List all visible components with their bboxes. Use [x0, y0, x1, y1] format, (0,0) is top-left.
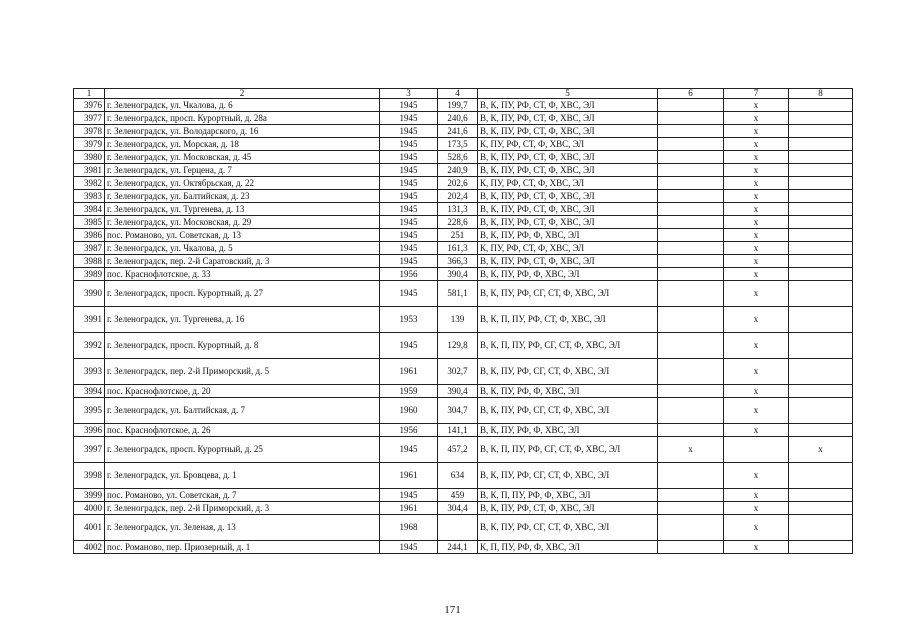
table-row	[74, 359, 853, 385]
table-row	[74, 463, 853, 489]
table-row	[74, 424, 853, 437]
cell-area: 251	[438, 229, 478, 242]
cell-mark-col-6	[658, 203, 724, 216]
cell-mark-col-8	[789, 268, 853, 281]
table-row	[74, 112, 853, 125]
cell-mark-col-7: х	[724, 333, 789, 359]
cell-elements: В, К, ПУ, РФ, СТ, Ф, ХВС, ЭЛ	[478, 203, 658, 216]
cell-year-built: 1945	[380, 255, 438, 268]
cell-mark-col-8	[789, 138, 853, 151]
cell-mark-col-6	[658, 255, 724, 268]
cell-address: г. Зеленоградск, ул. Морская, д. 18	[105, 138, 380, 151]
cell-mark-col-8	[789, 281, 853, 307]
cell-year-built: 1945	[380, 541, 438, 554]
cell-address: г. Зеленоградск, ул. Чкалова, д. 5	[105, 242, 380, 255]
cell-mark-col-7: х	[724, 255, 789, 268]
cell-mark-col-7: х	[724, 489, 789, 502]
cell-row-number: 3986	[74, 229, 105, 242]
cell-mark-col-8	[789, 203, 853, 216]
table-row	[74, 125, 853, 138]
cell-row-number: 3998	[74, 463, 105, 489]
cell-year-built: 1945	[380, 138, 438, 151]
cell-mark-col-8	[789, 463, 853, 489]
cell-area: 366,3	[438, 255, 478, 268]
cell-area: 139	[438, 307, 478, 333]
cell-mark-col-8	[789, 125, 853, 138]
table-row	[74, 541, 853, 554]
cell-address: г. Зеленоградск, ул. Герцена, д. 7	[105, 164, 380, 177]
table-row	[74, 281, 853, 307]
cell-row-number: 3995	[74, 398, 105, 424]
cell-year-built: 1945	[380, 203, 438, 216]
cell-elements: В, К, ПУ, РФ, СТ, Ф, ХВС, ЭЛ	[478, 164, 658, 177]
cell-mark-col-6	[658, 515, 724, 541]
cell-mark-col-8	[789, 398, 853, 424]
cell-area: 131,3	[438, 203, 478, 216]
cell-area: 129,8	[438, 333, 478, 359]
cell-elements: В, К, ПУ, РФ, СТ, Ф, ХВС, ЭЛ	[478, 151, 658, 164]
header-cell-6: 6	[658, 89, 724, 99]
cell-elements: В, К, ПУ, РФ, СТ, Ф, ХВС, ЭЛ	[478, 502, 658, 515]
table-row	[74, 437, 853, 463]
cell-address: г. Зеленоградск, пер. 2-й Саратовский, д. 3	[105, 255, 380, 268]
cell-year-built: 1945	[380, 177, 438, 190]
cell-mark-col-8: х	[789, 437, 853, 463]
cell-address: г. Зеленоградск, ул. Бровцева, д. 1	[105, 463, 380, 489]
cell-mark-col-6	[658, 489, 724, 502]
cell-elements: В, К, П, ПУ, РФ, Ф, ХВС, ЭЛ	[478, 489, 658, 502]
cell-mark-col-6	[658, 190, 724, 203]
cell-area: 459	[438, 489, 478, 502]
header-cell-7: 7	[724, 89, 789, 99]
cell-mark-col-7: х	[724, 138, 789, 151]
cell-address: пос. Краснофлотское, д. 33	[105, 268, 380, 281]
cell-mark-col-8	[789, 229, 853, 242]
cell-mark-col-6	[658, 463, 724, 489]
cell-area: 240,9	[438, 164, 478, 177]
cell-mark-col-8	[789, 515, 853, 541]
cell-mark-col-7: х	[724, 359, 789, 385]
cell-mark-col-6	[658, 138, 724, 151]
cell-elements: В, К, ПУ, РФ, Ф, ХВС, ЭЛ	[478, 424, 658, 437]
cell-mark-col-6	[658, 424, 724, 437]
cell-year-built: 1945	[380, 333, 438, 359]
cell-year-built: 1961	[380, 502, 438, 515]
cell-mark-col-7: х	[724, 99, 789, 112]
header-cell-5: 5	[478, 89, 658, 99]
cell-mark-col-6	[658, 541, 724, 554]
cell-address: г. Зеленоградск, ул. Тургенева, д. 16	[105, 307, 380, 333]
cell-mark-col-8	[789, 307, 853, 333]
cell-mark-col-8	[789, 164, 853, 177]
cell-mark-col-7: х	[724, 151, 789, 164]
cell-mark-col-6	[658, 281, 724, 307]
cell-mark-col-6	[658, 229, 724, 242]
cell-mark-col-6	[658, 268, 724, 281]
cell-address: г. Зеленоградск, просп. Курортный, д. 28а	[105, 112, 380, 125]
cell-address: г. Зеленоградск, ул. Балтийская, д. 23	[105, 190, 380, 203]
cell-row-number: 4002	[74, 541, 105, 554]
cell-elements: К, ПУ, РФ, СТ, Ф, ХВС, ЭЛ	[478, 177, 658, 190]
cell-address: пос. Краснофлотское, д. 26	[105, 424, 380, 437]
cell-year-built: 1961	[380, 359, 438, 385]
cell-elements: В, К, ПУ, РФ, СТ, Ф, ХВС, ЭЛ	[478, 112, 658, 125]
cell-elements: К, ПУ, РФ, СТ, Ф, ХВС, ЭЛ	[478, 242, 658, 255]
cell-mark-col-7: х	[724, 229, 789, 242]
table-row	[74, 307, 853, 333]
cell-mark-col-6	[658, 502, 724, 515]
cell-area: 302,7	[438, 359, 478, 385]
table-row	[74, 229, 853, 242]
cell-mark-col-8	[789, 489, 853, 502]
cell-row-number: 3993	[74, 359, 105, 385]
cell-area: 141,1	[438, 424, 478, 437]
cell-area: 173,5	[438, 138, 478, 151]
header-cell-8: 8	[789, 89, 853, 99]
cell-mark-col-7: х	[724, 164, 789, 177]
cell-area: 202,4	[438, 190, 478, 203]
cell-year-built: 1945	[380, 242, 438, 255]
cell-mark-col-6	[658, 112, 724, 125]
cell-address: г. Зеленоградск, просп. Курортный, д. 8	[105, 333, 380, 359]
cell-elements: В, К, ПУ, РФ, СТ, Ф, ХВС, ЭЛ	[478, 216, 658, 229]
cell-mark-col-7: х	[724, 502, 789, 515]
cell-row-number: 3976	[74, 99, 105, 112]
cell-row-number: 3980	[74, 151, 105, 164]
cell-address: г. Зеленоградск, просп. Курортный, д. 25	[105, 437, 380, 463]
cell-year-built: 1960	[380, 398, 438, 424]
cell-area: 634	[438, 463, 478, 489]
cell-area: 241,6	[438, 125, 478, 138]
cell-mark-col-7: х	[724, 112, 789, 125]
cell-mark-col-6	[658, 333, 724, 359]
cell-row-number: 3985	[74, 216, 105, 229]
cell-row-number: 3978	[74, 125, 105, 138]
cell-mark-col-7: х	[724, 203, 789, 216]
cell-year-built: 1968	[380, 515, 438, 541]
cell-mark-col-7: х	[724, 281, 789, 307]
cell-mark-col-7: х	[724, 385, 789, 398]
table-row	[74, 151, 853, 164]
cell-year-built: 1959	[380, 385, 438, 398]
cell-mark-col-6	[658, 359, 724, 385]
cell-elements: В, К, ПУ, РФ, СТ, Ф, ХВС, ЭЛ	[478, 255, 658, 268]
cell-address: г. Зеленоградск, ул. Володарского, д. 16	[105, 125, 380, 138]
cell-row-number: 3992	[74, 333, 105, 359]
cell-elements: В, К, П, ПУ, РФ, СГ, СТ, Ф, ХВС, ЭЛ	[478, 333, 658, 359]
cell-mark-col-7: х	[724, 307, 789, 333]
table-row	[74, 99, 853, 112]
cell-elements: В, К, ПУ, РФ, СГ, СТ, Ф, ХВС, ЭЛ	[478, 281, 658, 307]
table-row	[74, 398, 853, 424]
cell-area: 199,7	[438, 99, 478, 112]
cell-area: 161,3	[438, 242, 478, 255]
table-row	[74, 515, 853, 541]
cell-address: пос. Романово, ул. Советская, д. 7	[105, 489, 380, 502]
cell-mark-col-6	[658, 242, 724, 255]
table-row	[74, 177, 853, 190]
cell-row-number: 3981	[74, 164, 105, 177]
cell-mark-col-6	[658, 177, 724, 190]
cell-elements: В, К, ПУ, РФ, Ф, ХВС, ЭЛ	[478, 229, 658, 242]
cell-row-number: 4000	[74, 502, 105, 515]
cell-mark-col-7: х	[724, 268, 789, 281]
cell-row-number: 3987	[74, 242, 105, 255]
cell-year-built: 1956	[380, 424, 438, 437]
cell-address: пос. Краснофлотское, д. 20	[105, 385, 380, 398]
cell-elements: В, К, П, ПУ, РФ, СГ, СТ, Ф, ХВС, ЭЛ	[478, 437, 658, 463]
cell-mark-col-6	[658, 385, 724, 398]
cell-elements: В, К, ПУ, РФ, СГ, СТ, Ф, ХВС, ЭЛ	[478, 463, 658, 489]
cell-elements: В, К, ПУ, РФ, СГ, СТ, Ф, ХВС, ЭЛ	[478, 515, 658, 541]
table-row	[74, 489, 853, 502]
cell-year-built: 1956	[380, 268, 438, 281]
cell-year-built: 1945	[380, 151, 438, 164]
cell-year-built: 1945	[380, 112, 438, 125]
cell-area: 304,4	[438, 502, 478, 515]
cell-mark-col-8	[789, 359, 853, 385]
cell-mark-col-6	[658, 307, 724, 333]
cell-address: г. Зеленоградск, ул. Московская, д. 45	[105, 151, 380, 164]
header-cell-1: 1	[74, 89, 105, 99]
cell-area: 304,7	[438, 398, 478, 424]
cell-mark-col-8	[789, 255, 853, 268]
cell-mark-col-8	[789, 216, 853, 229]
cell-address: г. Зеленоградск, ул. Зеленая, д. 13	[105, 515, 380, 541]
table-row	[74, 255, 853, 268]
table-row	[74, 216, 853, 229]
cell-year-built: 1945	[380, 229, 438, 242]
table-row	[74, 268, 853, 281]
cell-address: пос. Романово, ул. Советская, д. 13	[105, 229, 380, 242]
cell-row-number: 3996	[74, 424, 105, 437]
cell-mark-col-6	[658, 125, 724, 138]
cell-mark-col-7: х	[724, 216, 789, 229]
cell-mark-col-6	[658, 151, 724, 164]
cell-mark-col-8	[789, 333, 853, 359]
cell-mark-col-7: х	[724, 515, 789, 541]
cell-year-built: 1945	[380, 437, 438, 463]
cell-year-built: 1945	[380, 216, 438, 229]
cell-mark-col-8	[789, 99, 853, 112]
cell-row-number: 3983	[74, 190, 105, 203]
cell-year-built: 1945	[380, 190, 438, 203]
cell-year-built: 1961	[380, 463, 438, 489]
cell-area: 390,4	[438, 268, 478, 281]
cell-elements: В, К, ПУ, РФ, Ф, ХВС, ЭЛ	[478, 268, 658, 281]
cell-mark-col-7: х	[724, 398, 789, 424]
cell-row-number: 3997	[74, 437, 105, 463]
cell-mark-col-8	[789, 242, 853, 255]
cell-elements: В, К, ПУ, РФ, СТ, Ф, ХВС, ЭЛ	[478, 190, 658, 203]
cell-address: г. Зеленоградск, ул. Чкалова, д. 6	[105, 99, 380, 112]
cell-address: г. Зеленоградск, ул. Московская, д. 29	[105, 216, 380, 229]
cell-row-number: 4001	[74, 515, 105, 541]
cell-elements: В, К, ПУ, РФ, СТ, Ф, ХВС, ЭЛ	[478, 99, 658, 112]
cell-year-built: 1945	[380, 125, 438, 138]
cell-row-number: 3990	[74, 281, 105, 307]
cell-mark-col-7: х	[724, 190, 789, 203]
page-number: 171	[444, 604, 461, 616]
cell-area: 528,6	[438, 151, 478, 164]
cell-mark-col-6	[658, 164, 724, 177]
cell-mark-col-8	[789, 151, 853, 164]
cell-area: 202,6	[438, 177, 478, 190]
cell-row-number: 3984	[74, 203, 105, 216]
table-row	[74, 333, 853, 359]
cell-row-number: 3994	[74, 385, 105, 398]
cell-elements: В, К, П, ПУ, РФ, СТ, Ф, ХВС, ЭЛ	[478, 307, 658, 333]
table-row	[74, 138, 853, 151]
cell-mark-col-8	[789, 190, 853, 203]
cell-mark-col-7: х	[724, 242, 789, 255]
cell-mark-col-8	[789, 177, 853, 190]
cell-row-number: 3989	[74, 268, 105, 281]
cell-mark-col-7: х	[724, 541, 789, 554]
cell-address: г. Зеленоградск, пер. 2-й Приморский, д. 5	[105, 359, 380, 385]
table-row	[74, 164, 853, 177]
cell-address: г. Зеленоградск, пер. 2-й Приморский, д. 3	[105, 502, 380, 515]
table-row	[74, 242, 853, 255]
cell-mark-col-8	[789, 385, 853, 398]
table-body	[74, 99, 853, 554]
cell-elements: В, К, ПУ, РФ, СТ, Ф, ХВС, ЭЛ	[478, 125, 658, 138]
housing-table	[73, 88, 853, 554]
cell-area: 228,6	[438, 216, 478, 229]
cell-area: 457,2	[438, 437, 478, 463]
cell-mark-col-8	[789, 112, 853, 125]
table-row	[74, 190, 853, 203]
cell-mark-col-8	[789, 424, 853, 437]
cell-area: 244,1	[438, 541, 478, 554]
cell-elements: В, К, ПУ, РФ, СГ, СТ, Ф, ХВС, ЭЛ	[478, 359, 658, 385]
cell-year-built: 1953	[380, 307, 438, 333]
cell-row-number: 3979	[74, 138, 105, 151]
cell-row-number: 3988	[74, 255, 105, 268]
cell-year-built: 1945	[380, 99, 438, 112]
cell-address: пос. Романово, пер. Приозерный, д. 1	[105, 541, 380, 554]
header-row	[74, 89, 853, 99]
cell-elements: В, К, ПУ, РФ, СГ, СТ, Ф, ХВС, ЭЛ	[478, 398, 658, 424]
cell-mark-col-6	[658, 216, 724, 229]
cell-area	[438, 515, 478, 541]
cell-elements: К, ПУ, РФ, СТ, Ф, ХВС, ЭЛ	[478, 138, 658, 151]
cell-elements: В, К, ПУ, РФ, Ф, ХВС, ЭЛ	[478, 385, 658, 398]
table-row	[74, 385, 853, 398]
cell-area: 240,6	[438, 112, 478, 125]
table-row	[74, 502, 853, 515]
cell-address: г. Зеленоградск, ул. Балтийская, д. 7	[105, 398, 380, 424]
cell-mark-col-7	[724, 437, 789, 463]
cell-row-number: 3999	[74, 489, 105, 502]
cell-year-built: 1945	[380, 281, 438, 307]
cell-row-number: 3991	[74, 307, 105, 333]
header-cell-4: 4	[438, 89, 478, 99]
cell-mark-col-7: х	[724, 125, 789, 138]
cell-elements: К, П, ПУ, РФ, Ф, ХВС, ЭЛ	[478, 541, 658, 554]
cell-row-number: 3982	[74, 177, 105, 190]
cell-year-built: 1945	[380, 489, 438, 502]
table-row	[74, 203, 853, 216]
cell-area: 390,4	[438, 385, 478, 398]
cell-mark-col-7: х	[724, 177, 789, 190]
cell-row-number: 3977	[74, 112, 105, 125]
cell-area: 581,1	[438, 281, 478, 307]
cell-address: г. Зеленоградск, ул. Тургенева, д. 13	[105, 203, 380, 216]
header-cell-3: 3	[380, 89, 438, 99]
cell-mark-col-8	[789, 502, 853, 515]
header-cell-2: 2	[105, 89, 380, 99]
cell-year-built: 1945	[380, 164, 438, 177]
cell-mark-col-6	[658, 398, 724, 424]
cell-address: г. Зеленоградск, ул. Октябрьская, д. 22	[105, 177, 380, 190]
cell-mark-col-7: х	[724, 463, 789, 489]
cell-address: г. Зеленоградск, просп. Курортный, д. 27	[105, 281, 380, 307]
cell-mark-col-6: х	[658, 437, 724, 463]
cell-mark-col-7: х	[724, 424, 789, 437]
cell-mark-col-8	[789, 541, 853, 554]
cell-mark-col-6	[658, 99, 724, 112]
